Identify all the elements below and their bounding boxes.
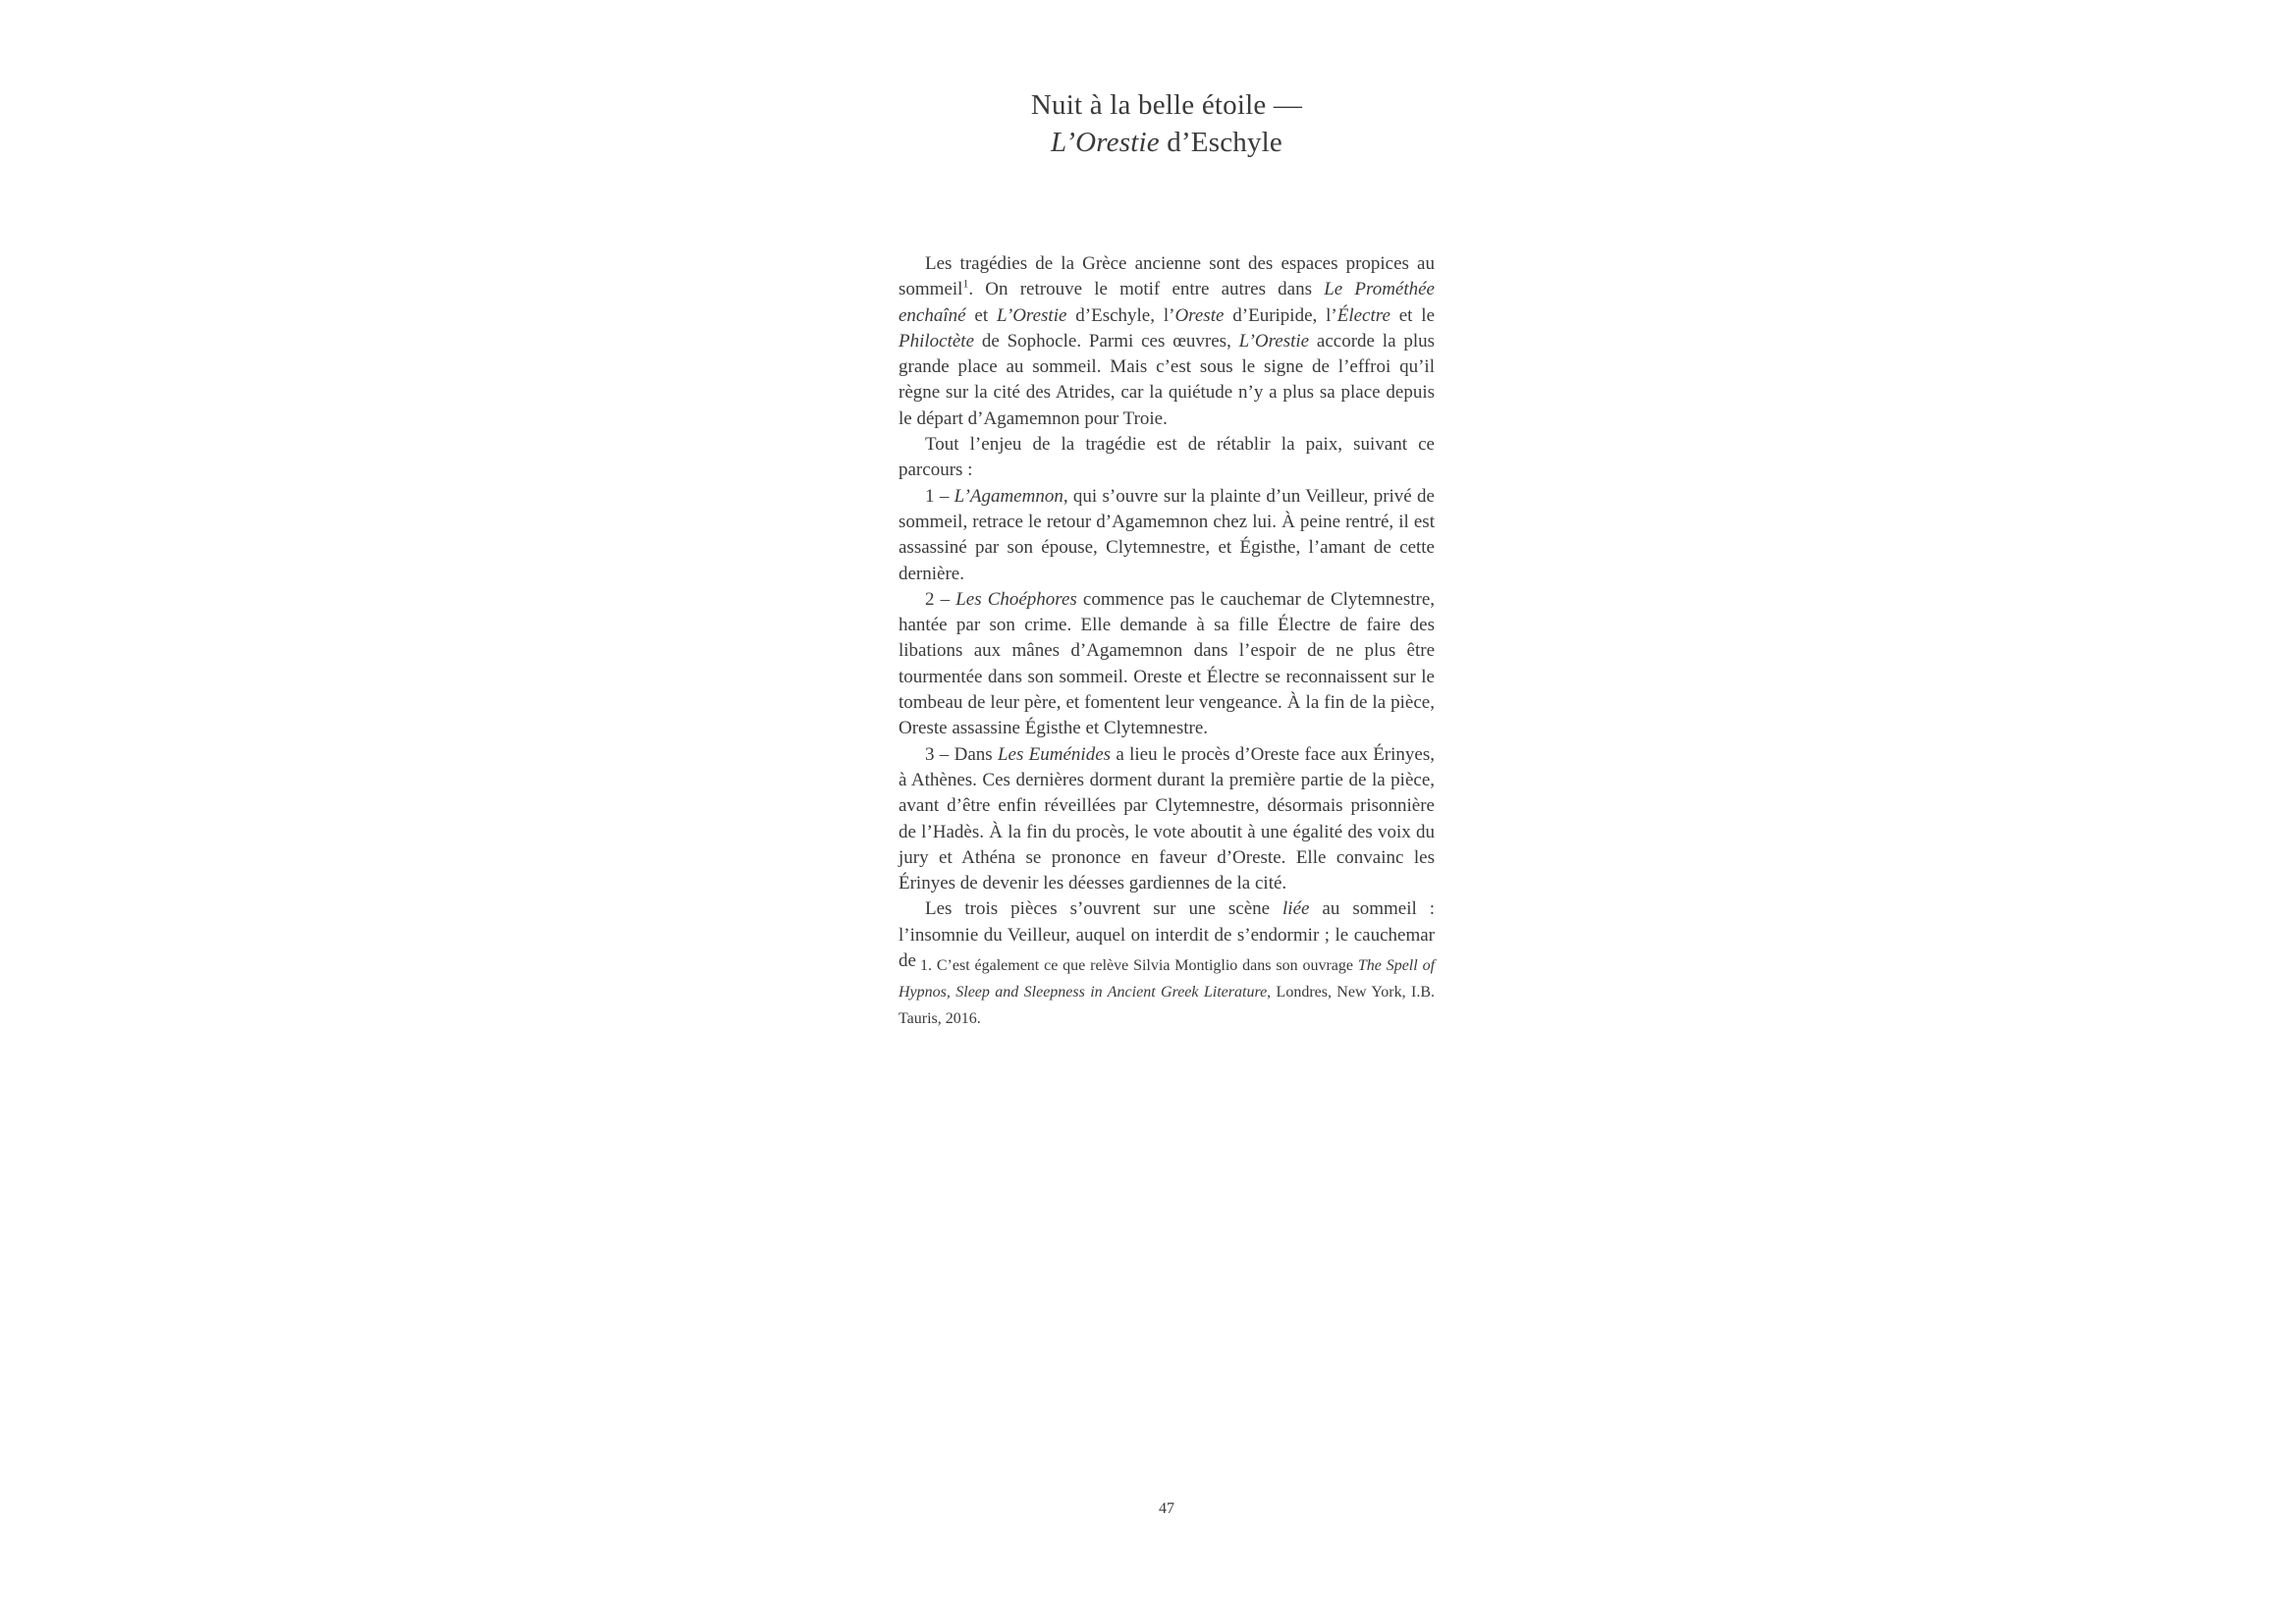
- chapter-title: [899, 86, 1435, 161]
- footnote: 1. C’est également ce que relève Silvia Montiglio dans son ouvrage The Spell of Hypnos, Sleep and Sleepness in Ancient Greek Literature, Londres, New York, I.B. Tauris, 2016.: [899, 957, 1436, 1027]
- text-column: [899, 86, 1435, 974]
- paragraph-intro: Les tragédies de la Grèce ancienne sont des espaces propices au sommeil$^1$. On retrouve le motif entre autres dans Le Prométhée enchaîné et L’Orestie d’Eschyle, l’Oreste d’Euripide, l’Électre et le Philoctète de Sophocle. Parmi ces œuvres, L’Orestie accorde la plus grande place au sommeil. Mais c’est sous le signe de l’effroi qu’il règne sur la cité des Atrides, car la quiétude n’y a plus sa place depuis le départ d’Agamemnon pour Troie.: [899, 253, 1435, 429]
- paragraph-closing: Les trois pièces s’ouvrent sur une scène liée au sommeil : l’insomnie du Veilleur, auquel on interdit de s’endormir ; le cauchemar de: [899, 898, 1436, 972]
- body-text: [899, 251, 1435, 974]
- paragraph-item-3: 3 – Dans Les Euménides a lieu le procès d’Oreste face aux Érinyes, à Athènes. Ces dernières dorment durant la première partie de la pièce, avant d’être enfin réveillées par Clytemnestre, désormais prisonnière de l’Hadès. À la fin du procès, le vote aboutit à une égalité des voix du jury et Athéna se prononce en faveur d’Oreste. Elle convainc les Érinyes de devenir les déesses gardiennes de la cité.: [899, 743, 1435, 894]
- chapter-title-line2: L’Orestie d’Eschyle: [1050, 127, 1283, 158]
- paragraph-item-2: 2 – Les Choéphores commence pas le cauchemar de Clytemnestre, hantée par son crime. Elle demande à sa fille Électre de faire des libations aux mânes d’Agamemnon dans l’espoir de ne plus être tourmentée dans son sommeil. Oreste et Électre se reconnaissent sur le tombeau de leur père, et fomentent leur vengeance. À la fin de la pièce, Oreste assassine Égisthe et Clytemnestre.: [899, 588, 1436, 739]
- chapter-title-line1: Nuit à la belle étoile —: [1030, 89, 1303, 121]
- paragraph-transition: Tout l’enjeu de la tragédie est de rétablir la paix, suivant ce parcours :: [899, 434, 1435, 481]
- paragraph-item-1: 1 – L’Agamemnon, qui s’ouvre sur la plainte d’un Veilleur, privé de sommeil, retrace le retour d’Agamemnon chez lui. À peine rentré, il est assassiné par son épouse, Clytemnestre, et Égisthe, l’amant de cette dernière.: [899, 485, 1435, 584]
- page-number: 47: [1159, 1500, 1174, 1517]
